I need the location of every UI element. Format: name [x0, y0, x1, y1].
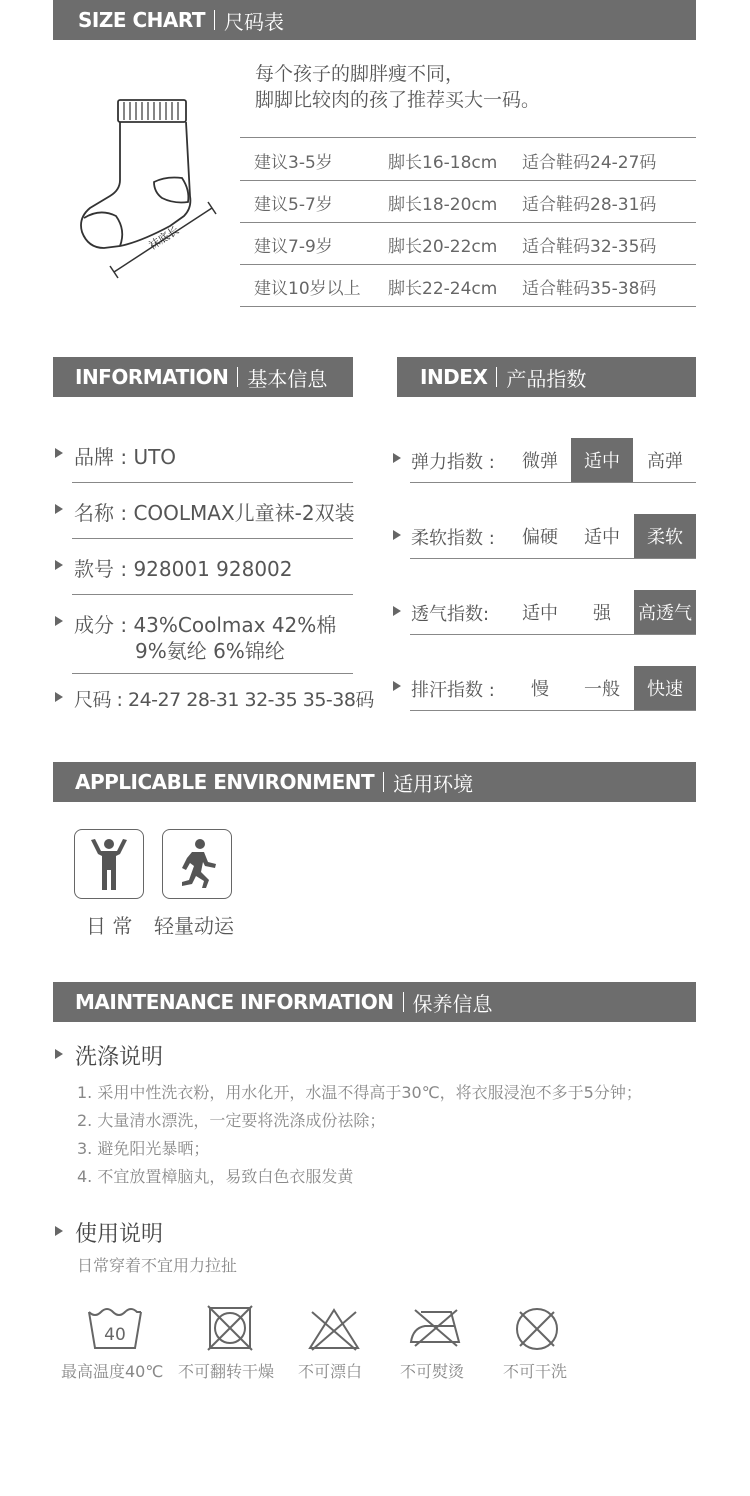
size-table-bottom-rule [240, 306, 696, 307]
environment-light-sport [162, 829, 232, 899]
wash-step: 4. 不宜放置樟脑丸，易致白色衣服发黄 [77, 1167, 354, 1186]
wash-step: 3. 避免阳光暴晒； [77, 1139, 210, 1158]
daily-person-icon [86, 836, 132, 892]
index-option: 高弹 [647, 451, 683, 472]
size-age: 建议7-9岁 [254, 237, 333, 257]
size-table-row [240, 138, 696, 180]
size-table-row [240, 264, 696, 306]
index-title-en: INDEX [420, 365, 488, 389]
index-option: 适中 [584, 527, 620, 548]
size-foot-length: 脚长16-18cm [388, 153, 498, 173]
care-label: 不可漂白 [298, 1362, 363, 1381]
size-table-row [240, 180, 696, 222]
index-label: 弹力指数 : [411, 452, 495, 473]
maintenance-header [53, 982, 696, 1022]
no-tumble-dry-icon [206, 1304, 254, 1352]
size-shoe: 适合鞋码28-31码 [522, 195, 657, 215]
size-foot-length: 脚长18-20cm [388, 195, 498, 215]
care-label: 最高温度40℃ [61, 1362, 164, 1381]
no-iron-icon [407, 1306, 463, 1348]
bullet-arrow-icon [55, 1226, 63, 1236]
info-rule [72, 482, 353, 483]
bullet-arrow-icon [393, 606, 401, 616]
information-header [53, 357, 353, 397]
environment-daily [74, 829, 144, 899]
running-person-icon [174, 836, 220, 892]
index-option-selected: 适中 [571, 438, 633, 482]
index-option: 一般 [584, 679, 620, 700]
bullet-arrow-icon [55, 616, 63, 626]
bullet-arrow-icon [55, 560, 63, 570]
bullet-arrow-icon [55, 448, 63, 458]
maintenance-title-cn: 保养信息 [412, 991, 493, 1016]
use-title: 使用说明 [75, 1222, 164, 1247]
header-divider [403, 992, 404, 1012]
info-brand: 品牌 : UTO [74, 445, 177, 469]
index-label: 透气指数: [411, 604, 490, 625]
size-age: 建议10岁以上 [254, 279, 361, 299]
info-name: 名称 : COOLMAX儿童袜-2双装 [74, 501, 355, 525]
bullet-arrow-icon [393, 453, 401, 463]
no-bleach-icon [306, 1306, 362, 1352]
wash-40-icon [86, 1306, 144, 1352]
index-option-selected: 柔软 [634, 514, 696, 558]
index-option-selected: 快速 [634, 666, 696, 710]
size-age: 建议3-5岁 [254, 153, 333, 173]
bullet-arrow-icon [55, 692, 63, 702]
size-shoe: 适合鞋码24-27码 [522, 153, 657, 173]
care-label: 不可熨烫 [400, 1362, 465, 1381]
size-age: 建议5-7岁 [254, 195, 333, 215]
information-title-cn: 基本信息 [247, 366, 328, 391]
size-shoe: 适合鞋码32-35码 [522, 237, 657, 257]
bullet-arrow-icon [55, 1049, 63, 1059]
header-divider [237, 367, 238, 387]
index-rule [410, 710, 696, 711]
maintenance-title-en: MAINTENANCE INFORMATION [75, 990, 394, 1014]
index-option: 适中 [522, 603, 558, 624]
info-rule [72, 538, 353, 539]
index-label: 排汗指数 : [411, 680, 495, 701]
size-chart-title-cn: 尺码表 [224, 9, 285, 34]
index-option: 微弹 [522, 451, 558, 472]
wash-step: 1. 采用中性洗衣粉，用水化开，水温不得高于30℃，将衣服浸泡不多于5分钟； [77, 1083, 642, 1102]
size-shoe: 适合鞋码35-38码 [522, 279, 657, 299]
wash-step: 2. 大量清水漂洗，一定要将洗涤成份祛除； [77, 1111, 386, 1130]
info-rule [72, 594, 353, 595]
size-intro-line-2: 脚脚比较肉的孩了推荐买大一码。 [255, 89, 541, 111]
size-chart-header [53, 0, 696, 40]
environment-sport-label: 轻量动运 [154, 914, 234, 938]
bullet-arrow-icon [55, 504, 63, 514]
index-title-cn: 产品指数 [506, 366, 587, 391]
info-model: 款号 : 928001 928002 [74, 557, 293, 581]
index-header [397, 357, 696, 397]
index-option: 强 [593, 603, 611, 624]
index-option: 偏硬 [522, 527, 558, 548]
wash-temperature: 40 [104, 1325, 126, 1345]
size-intro-line-1: 每个孩子的脚胖瘦不同， [255, 63, 465, 85]
header-divider [214, 10, 215, 30]
environment-title-cn: 适用环境 [393, 771, 474, 796]
information-title-en: INFORMATION [75, 365, 229, 389]
info-composition: 成分 : 43%Coolmax 42%棉 [74, 613, 337, 637]
index-rule [410, 558, 696, 559]
info-size: 尺码 : 24-27 28-31 32-35 35-38码 [74, 689, 374, 711]
index-rule [410, 634, 696, 635]
wash-title: 洗涤说明 [75, 1045, 164, 1070]
bullet-arrow-icon [393, 681, 401, 691]
no-dry-clean-icon [512, 1304, 562, 1354]
size-chart-title-en: SIZE CHART [78, 8, 206, 32]
info-rule [72, 673, 353, 674]
care-label: 不可干洗 [503, 1362, 568, 1381]
environment-title-en: APPLICABLE ENVIRONMENT [75, 770, 375, 794]
info-composition-cont: 9%氨纶 6%锦纶 [135, 639, 285, 663]
use-text: 日常穿着不宜用力拉扯 [77, 1256, 238, 1275]
bullet-arrow-icon [393, 530, 401, 540]
size-foot-length: 脚长20-22cm [388, 237, 498, 257]
index-label: 柔软指数 : [411, 528, 495, 549]
index-option-selected: 高透气 [634, 590, 696, 634]
care-label: 不可翻转干燥 [178, 1362, 275, 1381]
sock-length-label: 袜底长 [146, 223, 182, 253]
header-divider [383, 772, 384, 792]
environment-daily-label: 日 常 [86, 914, 133, 938]
size-table-row [240, 222, 696, 264]
size-foot-length: 脚长22-24cm [388, 279, 498, 299]
index-rule [410, 482, 696, 483]
index-option: 慢 [531, 679, 549, 700]
environment-header [53, 762, 696, 802]
sock-diagram [70, 90, 230, 290]
header-divider [496, 367, 497, 387]
